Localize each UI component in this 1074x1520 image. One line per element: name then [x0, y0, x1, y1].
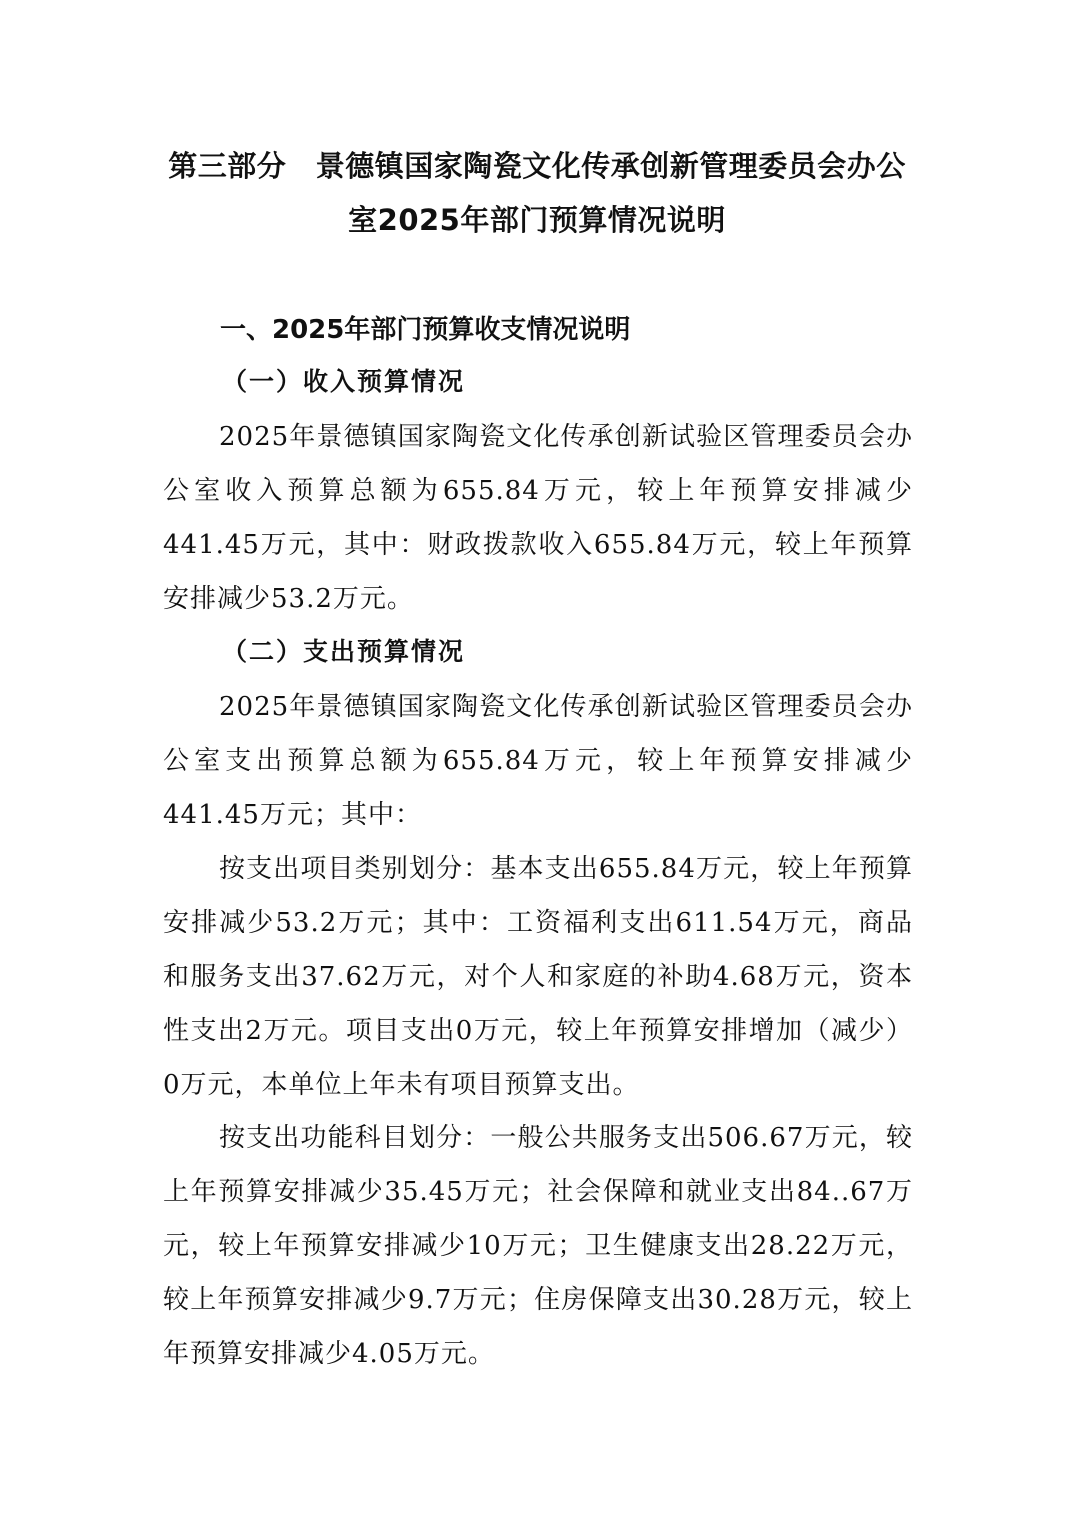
- expense-by-function-paragraph: 按支出功能科目划分：一般公共服务支出506.67万元，较上年预算安排减少35.45万元；社会保障和就业支出84..67万元，较上年预算安排减少10万元；卫生健康支出28.22万元，较上年预算安排减少9.7万元；住房保障支出30.28万元，较上年预算安排减少4.05万元。: [163, 1123, 913, 1369]
- document-title-line-1: 第三部分 景德镇国家陶瓷文化传承创新管理委员会办公: [168, 149, 906, 183]
- expense-by-category-paragraph: 按支出项目类别划分：基本支出655.84万元，较上年预算安排减少53.2万元；其中：工资福利支出611.54万元，商品和服务支出37.62万元，对个人和家庭的补助4.68万元，资本性支出2万元。项目支出0万元，较上年预算安排增加（减少）0万元，本单位上年未有项目预算支出。: [163, 854, 913, 1100]
- expense-paragraph: 2025年景德镇国家陶瓷文化传承创新试验区管理委员会办公室支出预算总额为655.84万元，较上年预算安排减少441.45万元；其中：: [163, 692, 913, 830]
- subsection-heading-expense: （二）支出预算情况: [222, 637, 466, 666]
- document-title-line-2: 室2025年部门预算情况说明: [348, 203, 726, 237]
- subsection-heading-income: （一）收入预算情况: [222, 367, 466, 396]
- section-heading-budget-overview: 一、2025年部门预算收支情况说明: [220, 315, 631, 345]
- income-paragraph: 2025年景德镇国家陶瓷文化传承创新试验区管理委员会办公室收入预算总额为655.84万元，较上年预算安排减少441.45万元，其中：财政拨款收入655.84万元，较上年预算安排减少53.2万元。: [163, 422, 913, 614]
